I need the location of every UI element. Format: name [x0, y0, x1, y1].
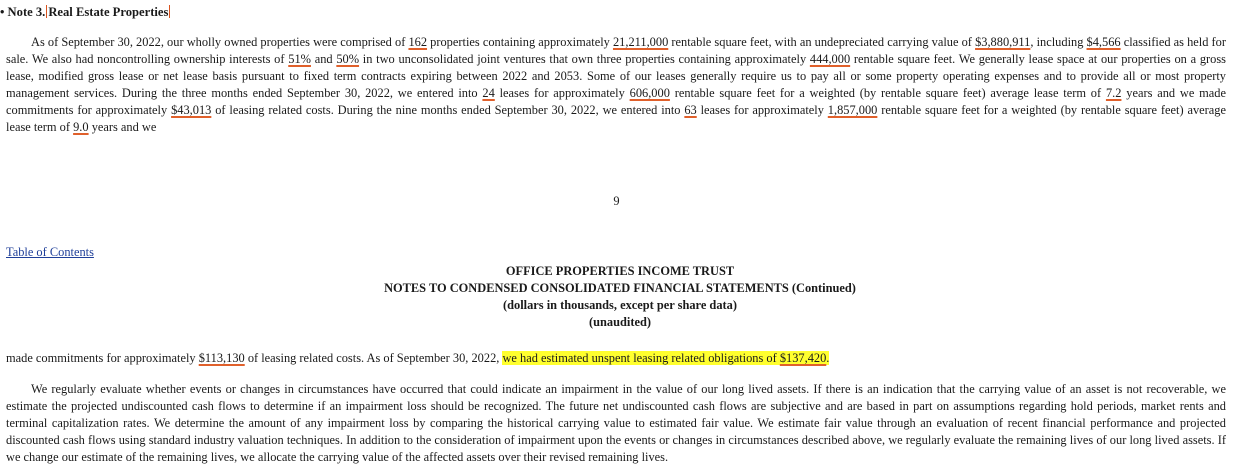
tagged-value[interactable]: 444,000 — [809, 52, 851, 66]
tagged-value[interactable]: 1,857,000 — [827, 103, 878, 117]
text-segment: rentable square feet. We generally lease space at our properties on a gross lease, modified gross lease or net lease basis pursuant to fixed term contracts expiring between 2022 and 2053. Some of our leases generally require us to pay all or some property operating expenses and to provide all or most property management services. During the three months ended September 30, 2022, we entered into — [6, 52, 1226, 100]
text-segment: years and we — [88, 120, 157, 134]
page-number: 9 — [613, 194, 620, 208]
tagged-value[interactable]: 9.0 — [73, 120, 89, 134]
tagged-value[interactable]: 63 — [684, 103, 697, 117]
tagged-value[interactable]: 21,211,000 — [612, 35, 669, 49]
text-segment: As of September 30, 2022, our wholly owned properties were comprised of — [31, 35, 409, 49]
tagged-value[interactable]: 24 — [482, 86, 495, 100]
tagged-value[interactable]: $113,130 — [198, 351, 245, 365]
text-segment: classified as held for sale. We also had noncontrolling ownership interests of — [6, 35, 1226, 66]
note-title: Real Estate Properties — [48, 5, 169, 19]
table-of-contents-link[interactable]: Table of Contents — [6, 245, 94, 259]
text-segment: rentable square feet for a weighted (by rentable square feet) average lease term of — [6, 103, 1226, 134]
text-cursor — [169, 5, 170, 18]
company-name: OFFICE PROPERTIES INCOME TRUST — [505, 264, 735, 278]
highlighted-text — [502, 351, 829, 365]
tagged-value[interactable]: 7.2 — [1105, 86, 1122, 100]
statement-title: NOTES TO CONDENSED CONSOLIDATED FINANCIAL STATEMENTS (Continued) — [384, 281, 856, 295]
text-segment: in two unconsolidated joint ventures that own three properties containing approximately — [359, 52, 810, 66]
tagged-value[interactable]: 50% — [336, 52, 360, 66]
tagged-value[interactable]: 162 — [408, 35, 428, 49]
statement-header — [0, 263, 1233, 331]
tagged-value[interactable]: 606,000 — [629, 86, 670, 100]
text-segment: of leasing related costs. During the nine months ended September 30, 2022, we entered into — [211, 103, 685, 117]
paragraph-impairment: We regularly evaluate whether events or changes in circumstances have occurred that could indicate an impairment in the value of our long lived assets. If there is an indication that the carrying value of an asset is not recoverable, we estimate the projected undiscounted cash flows to determine if an impairment loss should be recognized. The future net undiscounted cash flows are subjective and are based in part on assumptions regarding hold periods, market rents and terminal capitalization rates. We determine the amount of any impairment loss by comparing the historical carrying value to estimated fair value. We estimate fair value through an evaluation of recent financial performance and projected discounted cash flows using standard industry valuation techniques. In addition to the consideration of impairment upon the events or changes in circumstances described above, we regularly evaluate the remaining lives of our long lived assets. If we change our estimate of the remaining lives, we allocate the carrying value of the affected assets over their revised remaining lives. — [6, 382, 1226, 464]
units-note: (dollars in thousands, except per share data) — [503, 298, 737, 312]
text-segment: properties containing approximately — [427, 35, 613, 49]
tagged-value[interactable]: $3,880,911 — [975, 35, 1031, 49]
text-segment: and — [310, 52, 337, 66]
text-segment: made commitments for approximately — [6, 351, 199, 365]
tagged-value[interactable]: $4,566 — [1086, 35, 1121, 49]
paragraph-real-estate-properties — [6, 34, 1226, 136]
text-segment: . — [826, 351, 830, 365]
note-heading — [0, 5, 171, 20]
text-segment: of leasing related costs. As of September 30, 2022, — [244, 351, 503, 365]
tagged-value[interactable]: 51% — [288, 52, 311, 66]
text-segment: leases for approximately — [494, 86, 630, 100]
audit-note: (unaudited) — [589, 315, 651, 329]
text-segment: rentable square feet, with an undepreciated carrying value of — [668, 35, 976, 49]
text-segment: rentable square feet for a weighted (by rentable square feet) average lease term of — [669, 86, 1106, 100]
text-segment: leases for approximately — [696, 103, 828, 117]
note-prefix: • Note 3. — [0, 5, 46, 19]
text-segment: , including — [1030, 35, 1087, 49]
text-segment: we had estimated unspent leasing related obligations of — [502, 351, 780, 365]
tagged-value[interactable]: $137,420 — [779, 351, 827, 365]
paragraph-leasing-commitments — [6, 350, 1226, 367]
tagged-value[interactable]: $43,013 — [171, 103, 212, 117]
text-segment: years and we made commitments for approximately — [6, 86, 1226, 117]
